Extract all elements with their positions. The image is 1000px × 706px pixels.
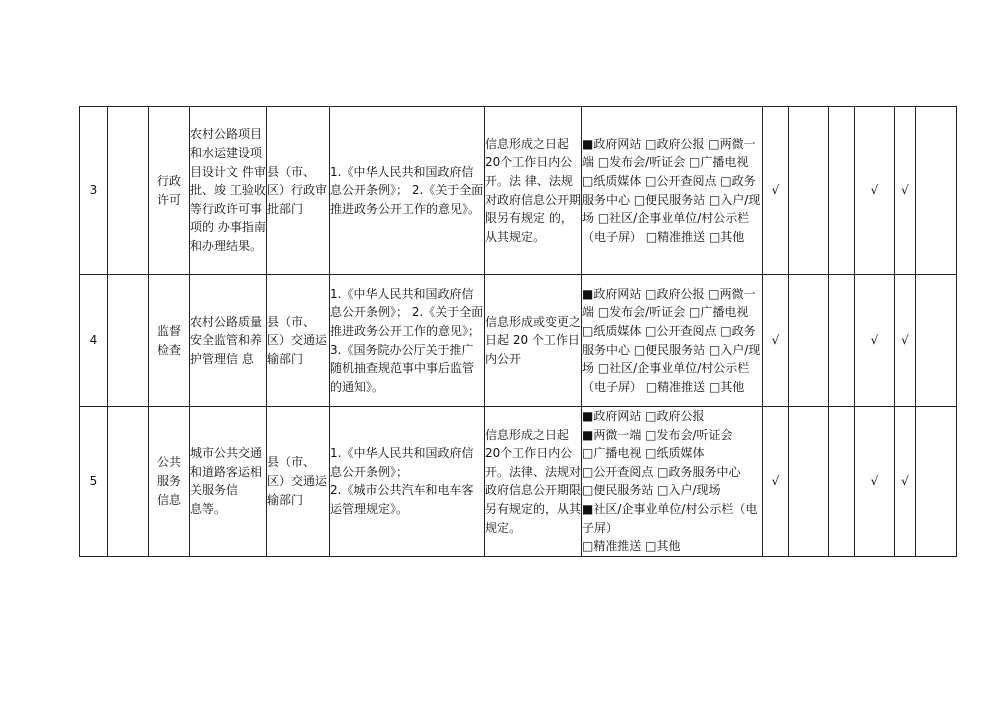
basis-cell: 1.《中华人民共和国政府信息公开条例》； 2.《关于全面推进政务公开工作的意见》； 3.《国务院办公厅关于推广随机抽查规范事中事后监管的通知》。 (330, 275, 485, 407)
check-mark-cell: √ (855, 275, 895, 407)
blank-cell (108, 107, 149, 275)
item-cell: 农村公路项目和水运建设项目设计文 件审批、竣 工验收等行政许可事项的 办事指南和办理结果。 (190, 107, 267, 275)
category-label: 监督检查 (156, 323, 181, 357)
blank-cell (108, 275, 149, 407)
blank-cell (108, 407, 149, 557)
check-mark-cell: √ (855, 407, 895, 557)
category-cell (149, 407, 190, 557)
timeframe-cell: 信息形成之日起 20个工作日内公开。法 律、法规对政府信息公开期限另有规定 的，从其规定。 (485, 107, 582, 275)
disclosure-table (79, 106, 957, 557)
item-cell: 农村公路质量安全监管和养护管理信 息 (190, 275, 267, 407)
category-cell (149, 275, 190, 407)
check-mark-cell (829, 107, 855, 275)
item-cell: 城市公共交通和道路客运相关服务信 息等。 (190, 407, 267, 557)
table-row (80, 407, 957, 557)
check-mark-cell (916, 275, 957, 407)
category-cell (149, 107, 190, 275)
timeframe-cell: 信息形成或变更之日起 20 个工作日内公开 (485, 275, 582, 407)
row-index: 3 (80, 107, 108, 275)
check-mark-cell: √ (763, 275, 789, 407)
check-mark-cell (829, 407, 855, 557)
row-index: 5 (80, 407, 108, 557)
channels-cell: ■政府网站 □政府公报 ■两微一端 □发布会/听证会 □广播电视 □纸质媒体 □公开查阅点 □政务服务中心 □便民服务站 □入户/现场 ■社区/企事业单位/村公示栏（电子屏） □精准推送 □其他 (582, 407, 763, 557)
department-cell: 县（市、区）交通运输部门 (267, 407, 330, 557)
check-mark-cell (916, 407, 957, 557)
basis-cell: 1.《中华人民共和国政府信息公开条例》； 2.《关于全面推进政务公开工作的意见》。 (330, 107, 485, 275)
check-mark-cell: √ (895, 107, 916, 275)
row-index: 4 (80, 275, 108, 407)
check-mark-cell (829, 275, 855, 407)
category-label: 行政许可 (156, 173, 181, 207)
check-mark-cell (916, 107, 957, 275)
check-mark-cell (789, 275, 829, 407)
channels-cell: ■政府网站 □政府公报 □两微一端 □发布会/听证会 □广播电视 □纸质媒体 □公开查阅点 □政务服务中心 □便民服务站 □入户/现场 □社区/企事业单位/村公示栏（电子屏） □精准推送 □其他 (582, 275, 763, 407)
table-row (80, 107, 957, 275)
check-mark-cell: √ (895, 407, 916, 557)
check-mark-cell: √ (763, 107, 789, 275)
basis-cell: 1.《中华人民共和国政府信息公开条例》； 2.《城市公共汽车和电车客运管理规定》。 (330, 407, 485, 557)
check-mark-cell (789, 407, 829, 557)
department-cell: 县（市、区）行政审批部门 (267, 107, 330, 275)
check-mark-cell (789, 107, 829, 275)
category-label: 公共服务信息 (156, 454, 181, 507)
check-mark-cell: √ (855, 107, 895, 275)
timeframe-cell: 信息形成之日起 20个工作日内公开。法律、法规对政府信息公开期限另有规定的，从其规定。 (485, 407, 582, 557)
department-cell: 县（市、区）交通运输部门 (267, 275, 330, 407)
channels-cell: ■政府网站 □政府公报 □两微一端 □发布会/听证会 □广播电视 □纸质媒体 □公开查阅点 □政务服务中心 □便民服务站 □入户/现场 □社区/企事业单位/村公示栏（电子屏） □精准推送 □其他 (582, 107, 763, 275)
check-mark-cell: √ (763, 407, 789, 557)
table-row (80, 275, 957, 407)
check-mark-cell: √ (895, 275, 916, 407)
